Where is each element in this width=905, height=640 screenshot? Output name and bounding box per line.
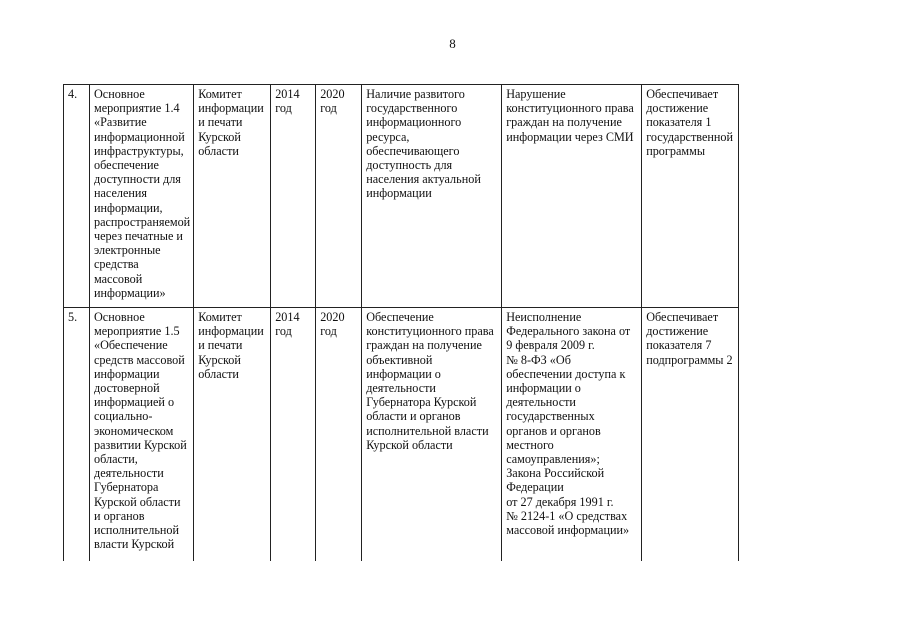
cell-line: информационной — [94, 129, 185, 144]
cell-line: области, — [94, 452, 138, 467]
cell-line: экономическом — [94, 423, 174, 438]
cell-line: год — [275, 101, 292, 116]
cell-line: конституционного права — [366, 324, 494, 339]
cell-line: власти Курской — [94, 537, 175, 552]
cell-line: социально- — [94, 409, 153, 424]
cell-line: распространяемой — [94, 214, 191, 229]
cell-line: «Развитие — [94, 115, 147, 130]
cell-line: 2020 — [320, 87, 345, 101]
cell-line: Федерального закона от — [506, 324, 631, 339]
cell-line: Наличие развитого — [366, 87, 465, 101]
cell-line: объективной — [366, 352, 433, 367]
cell-line: Курской — [198, 129, 241, 144]
cell-line: граждан на получение — [506, 115, 622, 130]
cell-line: Губернатора Курской — [366, 395, 477, 410]
cell-line: государственной — [646, 129, 734, 144]
cell-line: достижение — [646, 324, 709, 339]
cell-line: Обеспечивает — [646, 87, 719, 101]
cell-line: год — [320, 324, 337, 339]
row-number — [64, 308, 90, 562]
end-year-cell — [316, 85, 362, 308]
cell-line: информации — [94, 366, 160, 381]
end-year-cell — [316, 308, 362, 562]
event-cell — [90, 85, 194, 308]
executor-cell — [194, 308, 271, 562]
cell-line: Нарушение — [506, 87, 566, 101]
cell-line: 2014 — [275, 87, 300, 101]
cell-line: 9 февраля 2009 г. — [506, 338, 595, 353]
cell-line: мероприятие 1.4 — [94, 101, 180, 116]
cell-line: информации — [366, 186, 432, 201]
cell-line: обеспечивающего — [366, 143, 460, 158]
event-cell — [90, 308, 194, 562]
cell-line: и печати — [198, 115, 243, 130]
cell-line: информации — [198, 324, 264, 339]
cell-line: информации о — [506, 381, 581, 396]
cell-line: мероприятие 1.5 — [94, 324, 180, 339]
cell-line: информационного — [366, 115, 462, 130]
cell-line: Неисполнение — [506, 310, 582, 324]
cell-line: государственных — [506, 409, 595, 424]
cell-line: информации» — [94, 285, 166, 300]
cell-line: области и органов — [366, 409, 461, 424]
start-year-cell — [271, 85, 316, 308]
non-implementation-consequence-cell — [502, 85, 642, 308]
cell-line: информацией о — [94, 395, 175, 410]
cell-line: и органов — [94, 508, 145, 523]
cell-line: Основное — [94, 310, 145, 324]
cell-line: Федерации — [506, 480, 564, 495]
cell-line: подпрограммы 2 — [646, 352, 733, 367]
cell-line: достоверной — [94, 381, 160, 396]
non-implementation-consequence-cell — [502, 308, 642, 562]
cell-line: 5. — [68, 310, 78, 324]
row-number — [64, 85, 90, 308]
cell-line: год — [275, 324, 292, 339]
expected-result-cell — [362, 85, 502, 308]
cell-line: Комитет — [198, 310, 242, 324]
cell-line: Закона Российской — [506, 466, 605, 481]
cell-line: граждан на получение — [366, 338, 482, 353]
expected-result-cell — [362, 308, 502, 562]
cell-line: и печати — [198, 338, 243, 353]
cell-line: информации, — [94, 200, 163, 215]
cell-line: «Обеспечение — [94, 338, 168, 353]
events-table — [63, 84, 739, 561]
cell-line: обеспечение — [94, 158, 159, 173]
cell-line: исполнительной — [94, 523, 180, 538]
cell-line: доступность для — [366, 158, 453, 173]
cell-line: информации — [198, 101, 264, 116]
cell-line: местного — [506, 437, 554, 452]
cell-line: Комитет — [198, 87, 242, 101]
cell-line: самоуправления»; — [506, 452, 600, 467]
cell-line: инфраструктуры, — [94, 143, 184, 158]
cell-line: деятельности — [94, 466, 164, 481]
cell-line: средств массовой — [94, 352, 185, 367]
cell-line: массовой — [94, 271, 143, 286]
cell-line: государственного — [366, 101, 458, 116]
cell-line: Курской области — [94, 494, 181, 509]
cell-line: Основное — [94, 87, 145, 101]
cell-line: массовой информации» — [506, 523, 630, 538]
cell-line: деятельности — [506, 395, 576, 410]
cell-line: исполнительной власти — [366, 423, 489, 438]
indicator-link-cell — [642, 308, 739, 562]
start-year-cell — [271, 308, 316, 562]
cell-line: ресурса, — [366, 129, 410, 144]
cell-line: информации через СМИ — [506, 129, 634, 144]
indicator-link-cell — [642, 85, 739, 308]
table-row — [64, 85, 739, 308]
cell-line: Обеспечение — [366, 310, 434, 324]
cell-line: конституционного права — [506, 101, 634, 116]
cell-line: Курской области — [366, 437, 453, 452]
table-row — [64, 308, 739, 562]
cell-line: показателя 1 — [646, 115, 712, 130]
cell-line: населения — [94, 186, 148, 201]
cell-line: Губернатора — [94, 480, 159, 495]
cell-line: программы — [646, 143, 706, 158]
cell-line: информации о — [366, 366, 441, 381]
page-number: 8 — [449, 36, 456, 51]
cell-line: обеспечении доступа к — [506, 366, 626, 381]
cell-line: от 27 декабря 1991 г. — [506, 494, 614, 509]
cell-line: год — [320, 101, 337, 116]
cell-line: деятельности — [366, 381, 436, 396]
cell-line: электронные — [94, 243, 161, 258]
cell-line: органов и органов — [506, 423, 601, 438]
cell-line: 4. — [68, 87, 78, 101]
cell-line: 2020 — [320, 310, 345, 324]
cell-line: через печатные и — [94, 229, 183, 244]
cell-line: области — [198, 366, 239, 381]
cell-line: Обеспечивает — [646, 310, 719, 324]
cell-line: № 8-ФЗ «Об — [506, 352, 571, 367]
cell-line: населения актуальной — [366, 172, 481, 187]
cell-line: средства — [94, 257, 139, 272]
cell-line: достижение — [646, 101, 709, 116]
cell-line: 2014 — [275, 310, 300, 324]
cell-line: доступности для — [94, 172, 181, 187]
executor-cell — [194, 85, 271, 308]
cell-line: Курской — [198, 352, 241, 367]
cell-line: развитии Курской — [94, 437, 187, 452]
cell-line: № 2124-1 «О средствах — [506, 508, 628, 523]
cell-line: области — [198, 143, 239, 158]
cell-line: показателя 7 — [646, 338, 712, 353]
